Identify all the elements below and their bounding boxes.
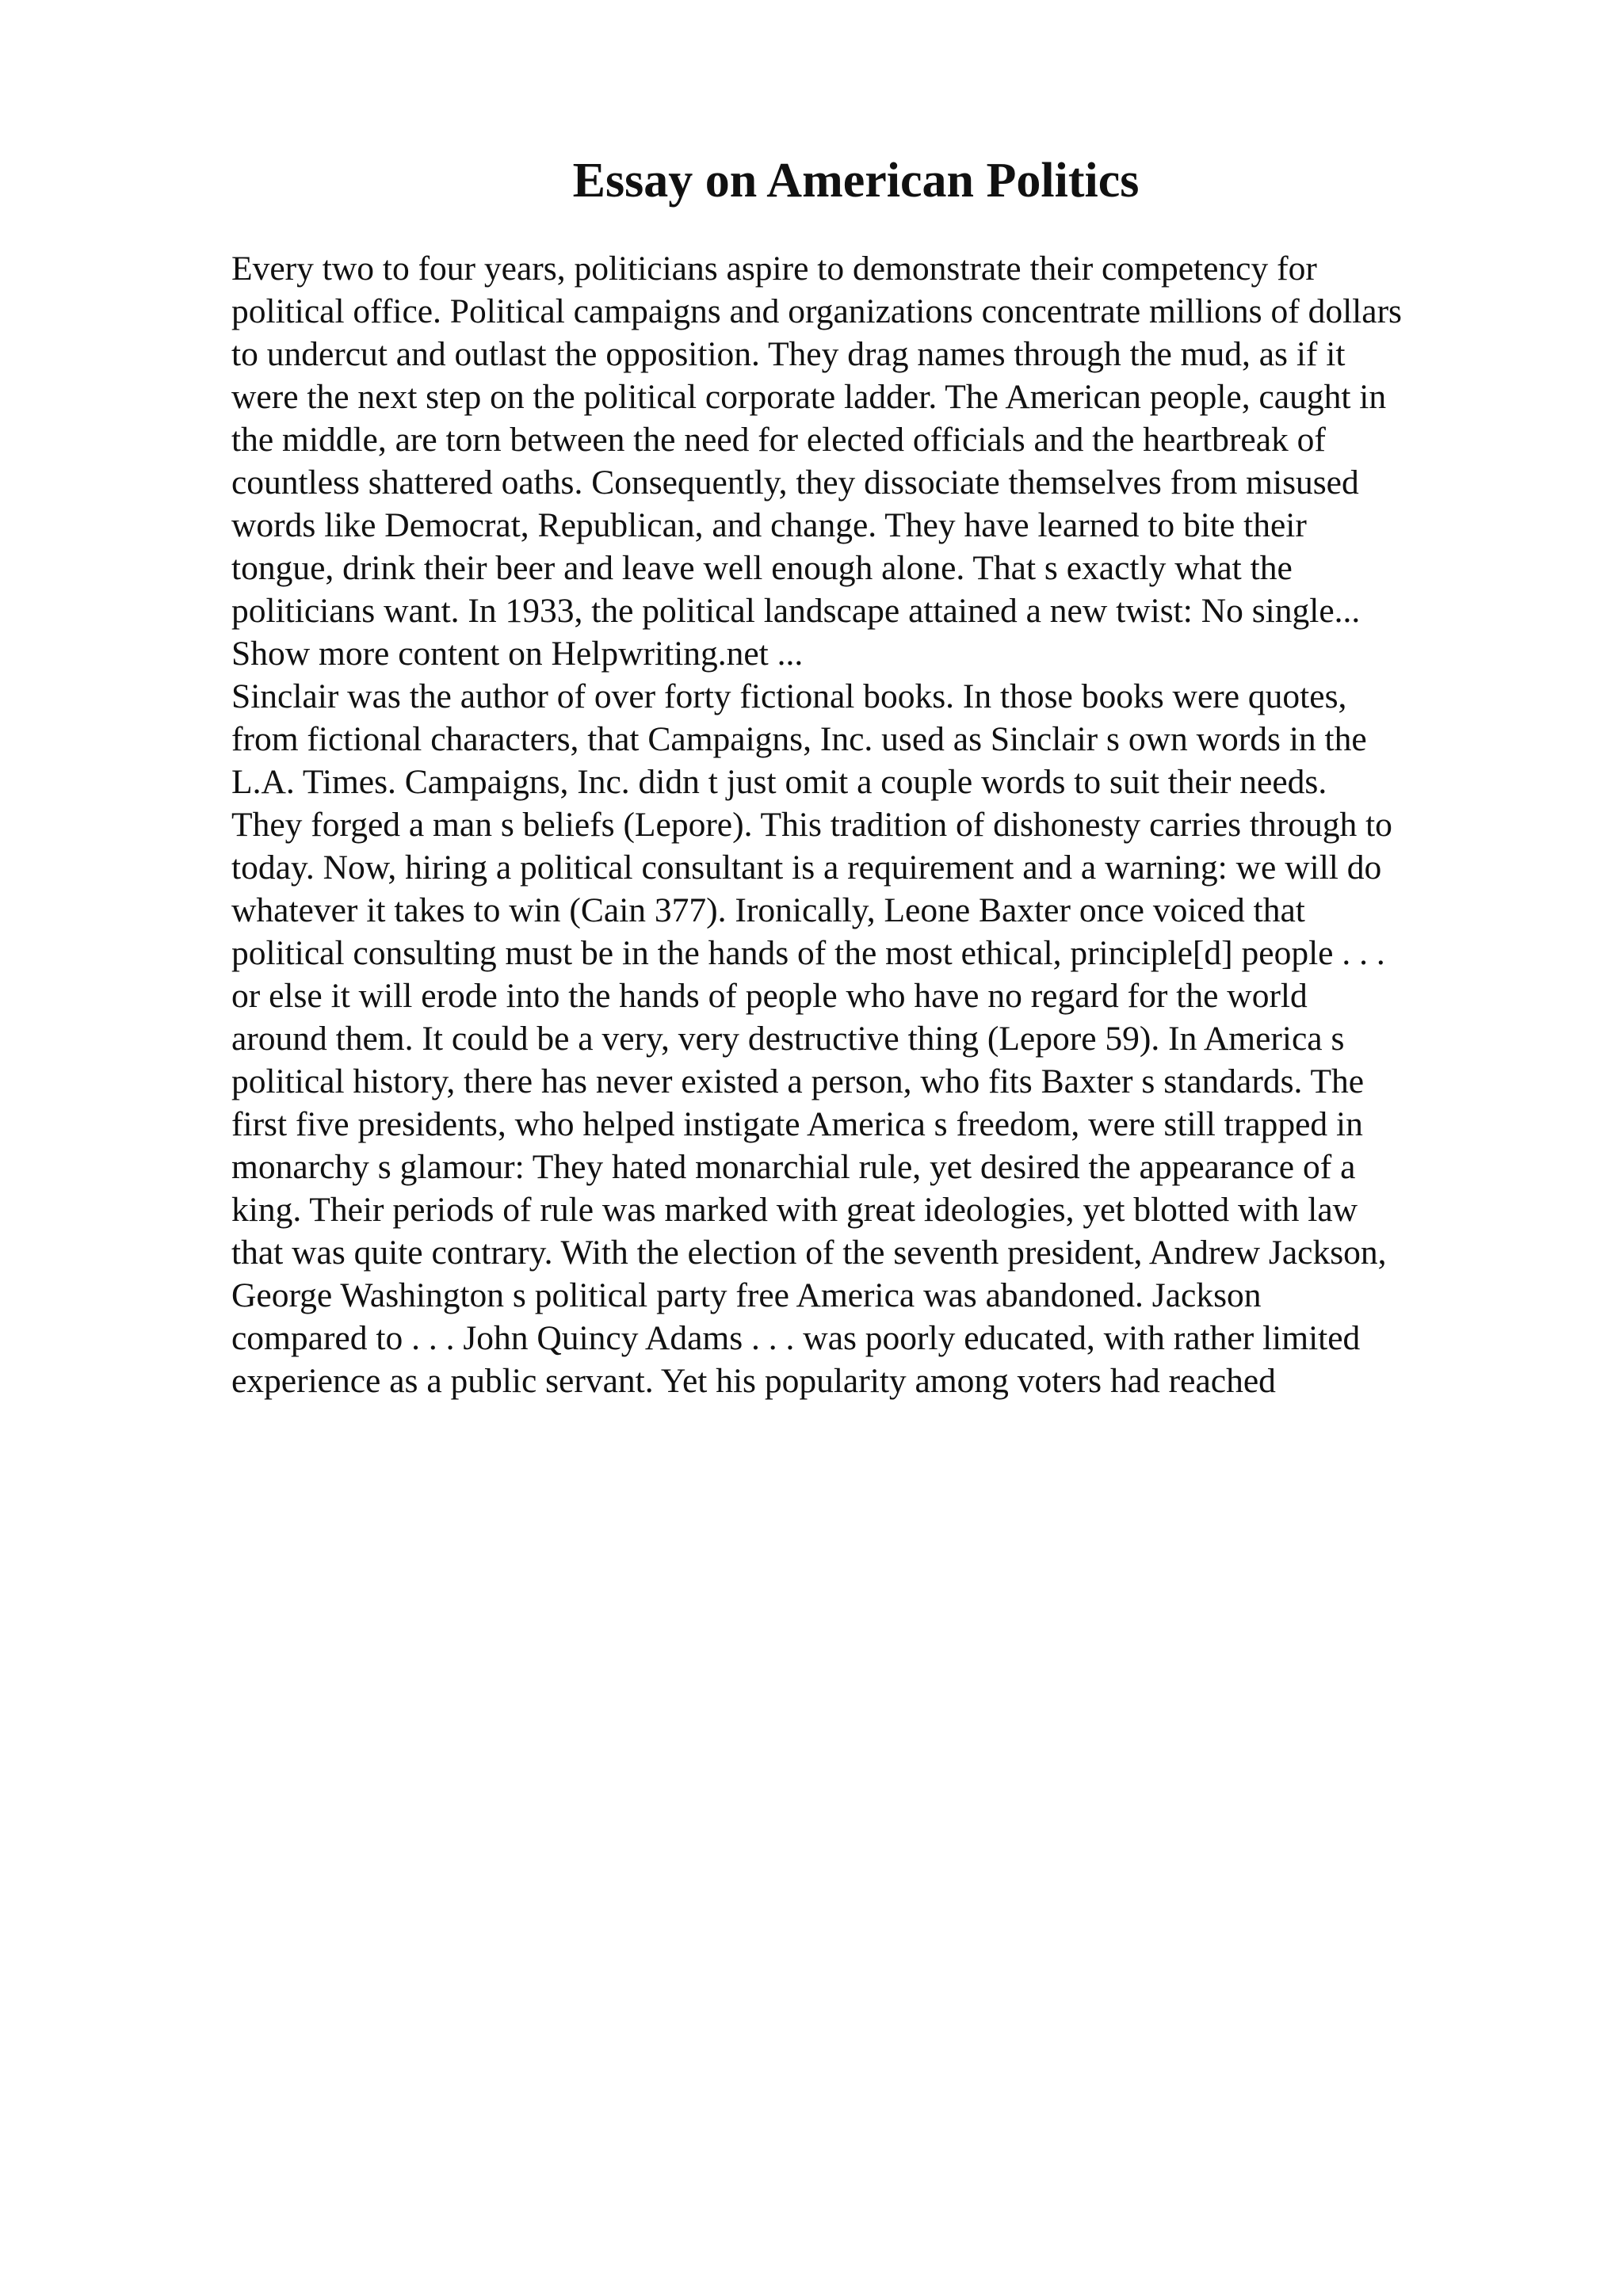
text-line: experience as a public servant. Yet his popularity among voters had reached <box>231 1362 1276 1400</box>
text-line: to undercut and outlast the opposition. They drag names through the mud, as if it <box>231 335 1346 373</box>
text-line: political office. Political campaigns and organizations concentrate millions of dollars <box>231 292 1402 330</box>
text-line: George Washington s political party free America was abandoned. Jackson <box>231 1276 1262 1314</box>
text-line: around them. It could be a very, very destructive thing (Lepore 59). In America s <box>231 1020 1345 1058</box>
text-line: political consulting must be in the hands of the most ethical, principle[d] people . . . <box>231 934 1385 972</box>
text-line: Sinclair was the author of over forty fictional books. In those books were quotes, <box>231 677 1347 715</box>
text-line: king. Their periods of rule was marked with great ideologies, yet blotted with law <box>231 1191 1358 1229</box>
text-line: tongue, drink their beer and leave well enough alone. That s exactly what the <box>231 549 1293 587</box>
document-title: Essay on American Politics <box>572 154 1140 208</box>
text-line: whatever it takes to win (Cain 377). Ironically, Leone Baxter once voiced that <box>231 891 1305 929</box>
text-line: monarchy s glamour: They hated monarchial rule, yet desired the appearance of a <box>231 1148 1356 1186</box>
text-line: or else it will erode into the hands of people who have no regard for the world <box>231 977 1308 1015</box>
text-line: from fictional characters, that Campaigns, Inc. used as Sinclair s own words in the <box>231 720 1367 758</box>
show-more-link[interactable]: Show more content on Helpwriting.net ... <box>231 635 804 673</box>
text-line: first five presidents, who helped instigate America s freedom, were still trapped in <box>231 1105 1363 1143</box>
text-line: were the next step on the political corporate ladder. The American people, caught in <box>231 378 1387 416</box>
text-line: political history, there has never existed a person, who fits Baxter s standards. The <box>231 1062 1365 1100</box>
text-line: politicians want. In 1933, the political landscape attained a new twist: No single... <box>231 592 1361 630</box>
text-line: today. Now, hiring a political consultant is a requirement and a warning: we will do <box>231 849 1382 887</box>
text-line: Every two to four years, politicians aspire to demonstrate their competency for <box>231 250 1317 288</box>
text-line: the middle, are torn between the need for elected officials and the heartbreak of <box>231 421 1326 459</box>
text-line: L.A. Times. Campaigns, Inc. didn t just omit a couple words to suit their needs. <box>231 763 1327 801</box>
text-line: They forged a man s beliefs (Lepore). This tradition of dishonesty carries through to <box>231 806 1392 844</box>
text-line: countless shattered oaths. Consequently, they dissociate themselves from misused <box>231 463 1359 502</box>
text-line: compared to . . . John Quincy Adams . . . was poorly educated, with rather limited <box>231 1319 1361 1357</box>
essay-body <box>231 247 1515 1402</box>
text-line: that was quite contrary. With the election of the seventh president, Andrew Jackson, <box>231 1234 1387 1272</box>
text-line: words like Democrat, Republican, and change. They have learned to bite their <box>231 506 1307 544</box>
